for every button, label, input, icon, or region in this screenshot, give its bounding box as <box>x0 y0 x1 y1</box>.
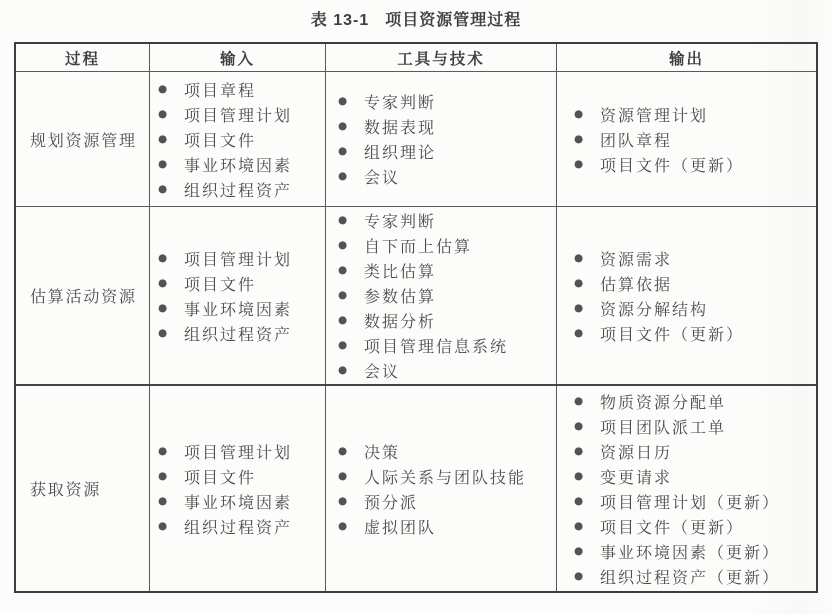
bullet-icon: ● <box>338 264 348 277</box>
bullet-icon: ● <box>338 145 348 158</box>
list-item <box>158 77 325 102</box>
bullet-icon: ● <box>338 95 348 108</box>
process-name: 估算活动资源 <box>30 289 137 306</box>
list-item-label: 项目管理计划（更新） <box>600 494 781 512</box>
list-item <box>338 139 556 164</box>
list-item <box>338 308 556 333</box>
list-item-label: 资源需求 <box>600 251 673 269</box>
list-item-label: 事业环境因素 <box>184 301 293 319</box>
tools-cell <box>325 72 556 206</box>
tools-cell <box>325 207 556 384</box>
list-item-label: 项目团队派工单 <box>600 419 727 437</box>
list-item <box>574 564 816 589</box>
table-caption-number: 表 13-1 <box>310 12 370 29</box>
list-item-label: 虚拟团队 <box>364 519 437 537</box>
tools-cell <box>325 386 556 591</box>
bullet-icon: ● <box>158 469 168 482</box>
list-item <box>158 177 325 202</box>
bullet-icon: ● <box>574 419 584 432</box>
list-item <box>338 439 556 464</box>
list-item-label: 项目管理信息系统 <box>364 339 509 356</box>
header-cell-outputs: 输出 <box>556 44 816 71</box>
list-item <box>574 296 816 321</box>
list-item <box>574 464 816 489</box>
bullet-icon: ● <box>158 251 168 264</box>
list-item-label: 团队章程 <box>600 132 673 150</box>
bullet-icon: ● <box>574 326 584 339</box>
bullet-icon: ● <box>338 519 348 532</box>
inputs-cell <box>149 207 325 384</box>
bullet-icon: ● <box>158 519 168 532</box>
list-item <box>574 321 816 346</box>
list-item <box>338 464 556 489</box>
list-item <box>574 102 816 127</box>
list-item-label: 项目管理计划 <box>184 444 293 462</box>
list-item <box>574 414 816 439</box>
table-caption <box>0 7 832 30</box>
bullet-icon: ● <box>158 494 168 507</box>
list-item-label: 组织过程资产（更新） <box>600 569 781 587</box>
list-item-label: 决策 <box>364 444 401 462</box>
outputs-cell <box>556 386 816 591</box>
bullet-icon: ● <box>338 289 348 302</box>
list-item-label: 预分派 <box>364 494 419 512</box>
bullet-icon: ● <box>158 444 168 457</box>
list-item <box>338 514 556 539</box>
bullet-icon: ● <box>574 157 584 170</box>
list-item <box>574 489 816 514</box>
bullet-icon: ● <box>574 276 584 289</box>
list-item <box>338 283 556 308</box>
bullet-icon: ● <box>574 301 584 314</box>
bullet-icon: ● <box>158 82 168 95</box>
bullet-icon: ● <box>574 469 584 482</box>
list-item-label: 物质资源分配单 <box>600 394 727 412</box>
bullet-icon: ● <box>338 170 348 183</box>
list-item-label: 专家判断 <box>364 95 437 112</box>
bullet-icon: ● <box>574 544 584 557</box>
list-item-label: 事业环境因素 <box>184 494 293 512</box>
bullet-icon: ● <box>574 107 584 120</box>
list-item <box>158 271 325 296</box>
table-caption-title: 项目资源管理过程 <box>385 12 522 29</box>
bullet-icon: ● <box>574 569 584 582</box>
list-item-label: 组织过程资产 <box>184 519 293 537</box>
list-item-label: 数据分析 <box>364 314 437 331</box>
list-item-label: 类比估算 <box>364 264 437 281</box>
list-item-label: 事业环境因素（更新） <box>600 544 781 562</box>
list-item <box>574 539 816 564</box>
resource-management-process-table <box>14 42 818 593</box>
list-item <box>338 164 556 189</box>
list-item <box>158 102 325 127</box>
list-item <box>338 333 556 358</box>
bullet-icon: ● <box>158 276 168 289</box>
list-item-label: 项目管理计划 <box>184 107 293 125</box>
list-item-label: 会议 <box>364 364 401 381</box>
bullet-icon: ● <box>158 326 168 339</box>
table-header-row <box>16 44 816 72</box>
list-item-label: 项目章程 <box>184 82 257 100</box>
list-item-label: 项目文件 <box>184 469 257 487</box>
list-item <box>574 271 816 296</box>
header-cell-tools: 工具与技术 <box>325 44 556 71</box>
list-item <box>338 89 556 114</box>
list-item <box>338 258 556 283</box>
list-item-label: 参数估算 <box>364 289 437 306</box>
list-item-label: 组织理论 <box>364 145 437 162</box>
list-item <box>574 127 816 152</box>
list-item <box>574 389 816 414</box>
list-item <box>574 439 816 464</box>
bullet-icon: ● <box>338 339 348 352</box>
header-cell-process: 过程 <box>64 50 100 68</box>
bullet-icon: ● <box>338 444 348 457</box>
list-item-label: 事业环境因素 <box>184 157 293 175</box>
bullet-icon: ● <box>158 107 168 120</box>
table-body <box>16 72 816 591</box>
list-item <box>158 152 325 177</box>
list-item-label: 资源管理计划 <box>600 107 709 125</box>
list-item <box>158 439 325 464</box>
process-name: 规划资源管理 <box>30 132 137 150</box>
table-row <box>16 384 816 591</box>
list-item-label: 人际关系与团队技能 <box>364 469 527 487</box>
list-item-label: 项目文件（更新） <box>600 519 745 537</box>
list-item-label: 项目文件 <box>184 276 257 294</box>
list-item <box>338 233 556 258</box>
list-item-label: 组织过程资产 <box>184 326 293 344</box>
list-item-label: 组织过程资产 <box>184 182 293 200</box>
list-item-label: 会议 <box>364 170 401 187</box>
bullet-icon: ● <box>338 494 348 507</box>
bullet-icon: ● <box>338 364 348 377</box>
list-item-label: 数据表现 <box>364 120 437 137</box>
list-item-label: 资源分解结构 <box>600 301 709 319</box>
outputs-cell <box>556 207 816 384</box>
bullet-icon: ● <box>574 444 584 457</box>
list-item <box>338 358 556 383</box>
inputs-cell <box>149 386 325 591</box>
table-row <box>16 72 816 206</box>
list-item-label: 项目文件（更新） <box>600 157 745 175</box>
list-item-label: 变更请求 <box>600 469 673 487</box>
list-item <box>158 489 325 514</box>
list-item <box>158 321 325 346</box>
list-item-label: 项目文件（更新） <box>600 326 745 344</box>
bullet-icon: ● <box>574 394 584 407</box>
list-item <box>574 514 816 539</box>
list-item <box>338 489 556 514</box>
process-cell <box>16 207 149 384</box>
bullet-icon: ● <box>158 301 168 314</box>
table-row <box>16 206 816 384</box>
list-item-label: 项目文件 <box>184 132 257 150</box>
list-item <box>158 246 325 271</box>
list-item <box>338 114 556 139</box>
list-item <box>574 246 816 271</box>
bullet-icon: ● <box>574 519 584 532</box>
bullet-icon: ● <box>574 132 584 145</box>
list-item-label: 专家判断 <box>364 214 437 231</box>
outputs-cell <box>556 72 816 206</box>
bullet-icon: ● <box>338 120 348 133</box>
list-item <box>158 296 325 321</box>
list-item <box>338 208 556 233</box>
bullet-icon: ● <box>338 214 348 227</box>
list-item <box>158 464 325 489</box>
process-cell <box>16 72 149 206</box>
bullet-icon: ● <box>338 469 348 482</box>
bullet-icon: ● <box>158 132 168 145</box>
process-cell <box>16 386 149 591</box>
bullet-icon: ● <box>574 494 584 507</box>
list-item <box>158 514 325 539</box>
list-item <box>574 152 816 177</box>
bullet-icon: ● <box>158 157 168 170</box>
inputs-cell <box>149 72 325 206</box>
bullet-icon: ● <box>158 182 168 195</box>
list-item <box>158 127 325 152</box>
list-item-label: 项目管理计划 <box>184 251 293 269</box>
bullet-icon: ● <box>338 239 348 252</box>
list-item-label: 自下而上估算 <box>364 239 473 256</box>
list-item-label: 资源日历 <box>600 444 673 462</box>
bullet-icon: ● <box>574 251 584 264</box>
bullet-icon: ● <box>338 314 348 327</box>
list-item-label: 估算依据 <box>600 276 673 294</box>
process-name: 获取资源 <box>30 482 102 499</box>
header-cell-inputs: 输入 <box>149 44 325 71</box>
